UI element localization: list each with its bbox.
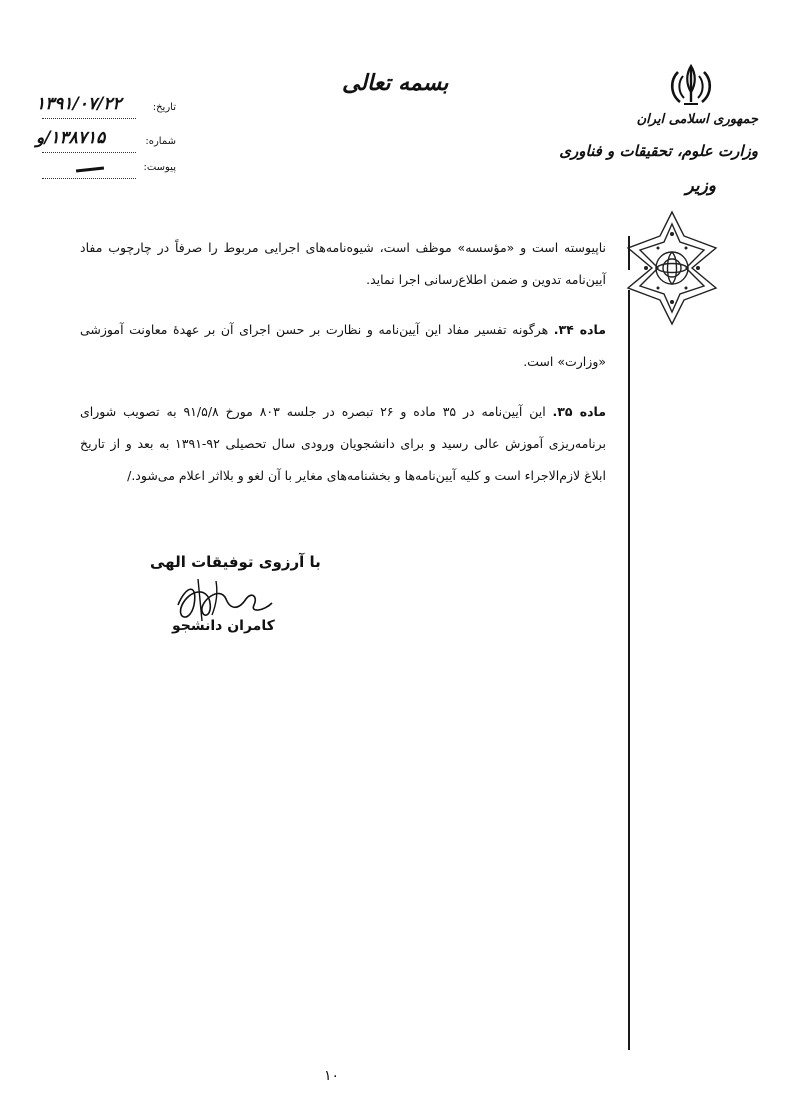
margin-rule-top <box>628 236 630 270</box>
date-value: ۱۳۹۱/۰۷/۲۲ <box>36 94 122 114</box>
iran-emblem-icon <box>664 62 718 108</box>
article-35 <box>80 396 606 492</box>
margin-rule <box>628 290 630 1050</box>
org-title: وزیر <box>685 176 716 196</box>
date-line <box>42 118 136 119</box>
closing-wish: با آرزوی توفیقات الهی <box>150 553 321 571</box>
attachment-line <box>42 178 136 179</box>
number-label: شماره: <box>145 136 176 147</box>
page-number: ۱۰ <box>324 1068 340 1084</box>
ornament-icon <box>622 208 722 328</box>
article-35-label: ماده ۳۵. <box>552 404 606 419</box>
date-field <box>36 94 176 122</box>
signer-name: کامران دانشجو <box>172 618 275 634</box>
number-line <box>42 152 136 153</box>
attachment-field <box>36 160 176 182</box>
article-35-text: این آیین‌نامه در ۳۵ ماده و ۲۶ تبصره در جلسه ۸۰۳ مورخ ۹۱/۵/۸ به تصویب شورای برنامه‌ریزی آموزش عالی رسید و برای دانشجویان ورودی سال تحصیلی ۹۲-۱۳۹۱ به بعد و از تاریخ ابلاغ لازم‌الاجراء است و کلیه آیین‌نامه‌ها و بخشنامه‌های مغایر با آن لغو و بلااثر اعلام می‌شود./ <box>80 404 606 483</box>
date-label: تاریخ: <box>152 102 176 113</box>
org-country: جمهوری اسلامی ایران <box>636 112 758 127</box>
number-field <box>36 128 176 156</box>
attachment-dash <box>76 167 104 173</box>
article-34-text: هرگونه تفسیر مفاد این آیین‌نامه و نظارت بر حسن اجرای آن بر عهدهٔ معاونت آموزشی «وزارت» است. <box>80 322 606 369</box>
paragraph-continuation-text: ناپیوسته است و «مؤسسه» موظف است، شیوه‌نامه‌های اجرایی مربوط را صرفاً در چارچوب مفاد آیین‌نامه تدوین و ضمن اطلاع‌رسانی اجرا نماید. <box>80 240 606 287</box>
number-value: ۱۳۸۷۱۵/و <box>36 128 106 148</box>
article-34-label: ماده ۳۴. <box>553 322 606 337</box>
bismillah-heading: بسمه تعالی <box>342 70 449 96</box>
org-ministry: وزارت علوم، تحقیقات و فناوری <box>559 142 758 160</box>
article-34 <box>80 314 606 378</box>
paragraph-continuation <box>80 232 606 296</box>
attachment-label: پیوست: <box>143 162 176 173</box>
